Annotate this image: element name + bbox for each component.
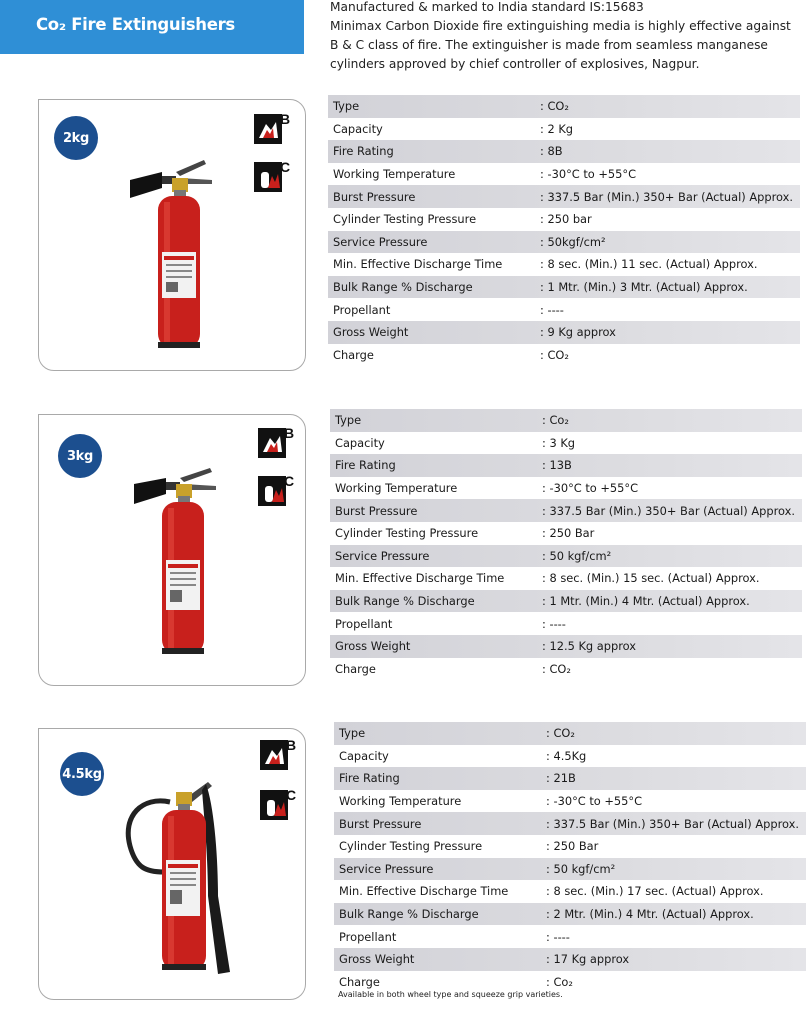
spec-row-cylinder-testing-pressure [334,835,806,858]
class-b-fire-icon [258,424,298,462]
spec-value: : CO₂ [546,726,575,741]
spec-label: Gross Weight [339,952,415,967]
class-c-fire-icon [260,786,300,824]
spec-value: : 17 Kg approx [546,952,630,967]
spec-row-burst-pressure [328,185,800,208]
spec-value: : 3 Kg [542,435,576,450]
spec-row-working-temperature [330,477,802,500]
spec-row-gross-weight [334,948,806,971]
spec-value: : 50 kgf/cm² [546,861,616,876]
spec-label: Fire Rating [335,458,396,473]
spec-value: : Co₂ [542,413,569,428]
spec-value: : 2 Kg [540,121,574,136]
spec-label: Cylinder Testing Pressure [335,526,479,541]
class-c-fire-icon [254,158,294,196]
spec-label: Bulk Range % Discharge [333,280,473,295]
spec-label: Min. Effective Discharge Time [335,571,505,586]
spec-value: : -30°C to +55°C [542,481,639,496]
spec-row-gross-weight [328,321,800,344]
class-c-letter: C [280,159,291,175]
class-c-letter: C [286,787,297,803]
spec-label: Working Temperature [335,481,458,496]
spec-row-bulk-range [334,903,806,926]
spec-value: : 8 sec. (Min.) 17 sec. (Actual) Approx. [546,884,764,899]
spec-value: : 337.5 Bar (Min.) 350+ Bar (Actual) Approx. [546,816,799,831]
spec-label: Bulk Range % Discharge [335,594,475,609]
spec-label: Working Temperature [333,167,456,182]
spec-label: Burst Pressure [333,189,416,204]
spec-value: : 337.5 Bar (Min.) 350+ Bar (Actual) Approx. [540,189,793,204]
spec-value: : 1 Mtr. (Min.) 3 Mtr. (Actual) Approx. [540,280,748,295]
spec-label: Cylinder Testing Pressure [333,212,477,227]
header-banner [0,0,304,54]
spec-value: : CO₂ [542,661,571,676]
spec-value: : -30°C to +55°C [546,794,643,809]
capacity-badge: 4.5kg [60,752,104,796]
spec-value: : 8B [540,144,563,159]
spec-row-type [330,409,802,432]
spec-label: Gross Weight [333,325,409,340]
spec-row-fire-rating [334,767,806,790]
spec-value: : CO₂ [540,347,569,362]
co2-extinguisher-image [122,776,242,976]
spec-value: : 12.5 Kg approx [542,639,636,654]
spec-row-service-pressure [330,545,802,568]
spec-label: Working Temperature [339,794,462,809]
spec-row-fire-rating [328,140,800,163]
spec-row-propellant [328,298,800,321]
capacity-badge: 3kg [58,434,102,478]
spec-row-discharge-time [330,567,802,590]
spec-row-service-pressure [334,858,806,881]
spec-value: : 8 sec. (Min.) 15 sec. (Actual) Approx. [542,571,760,586]
spec-table-4-5kg [334,722,806,993]
spec-label: Service Pressure [339,861,434,876]
spec-row-working-temperature [334,790,806,813]
spec-table-3kg [330,409,802,680]
page-title: Co₂ Fire Extinguishers [36,15,235,34]
class-c-fire-icon [258,472,298,510]
spec-label: Charge [335,661,376,676]
spec-row-discharge-time [334,880,806,903]
spec-value: : 337.5 Bar (Min.) 350+ Bar (Actual) Approx. [542,503,795,518]
spec-label: Gross Weight [335,639,411,654]
class-b-fire-icon [260,736,300,774]
spec-value: : 9 Kg approx [540,325,616,340]
spec-label: Capacity [333,121,383,136]
capacity-badge: 2kg [54,116,98,160]
spec-value: : 21B [546,771,576,786]
spec-table-2kg [328,95,800,366]
class-b-letter: B [284,425,295,441]
spec-row-charge [330,658,802,681]
spec-row-gross-weight [330,635,802,658]
spec-label: Fire Rating [339,771,400,786]
spec-value: : CO₂ [540,99,569,114]
spec-label: Burst Pressure [339,816,422,831]
spec-value: : 2 Mtr. (Min.) 4 Mtr. (Actual) Approx. [546,907,754,922]
spec-label: Type [339,726,366,741]
class-b-fire-icon [254,110,294,148]
spec-row-fire-rating [330,454,802,477]
spec-label: Min. Effective Discharge Time [333,257,503,272]
spec-value: : 250 bar [540,212,592,227]
spec-row-service-pressure [328,231,800,254]
spec-row-burst-pressure [334,812,806,835]
spec-row-discharge-time [328,253,800,276]
spec-row-charge [328,344,800,367]
spec-label: Capacity [335,435,385,450]
co2-extinguisher-image [130,464,226,660]
spec-row-bulk-range [330,590,802,613]
spec-label: Type [333,99,360,114]
spec-label: Min. Effective Discharge Time [339,884,509,899]
spec-row-burst-pressure [330,499,802,522]
intro-standard: Manufactured & marked to India standard IS:15683 [330,0,644,14]
footnote: Available in both wheel type and squeeze grip varieties. [338,990,563,999]
spec-value: : 1 Mtr. (Min.) 4 Mtr. (Actual) Approx. [542,594,750,609]
co2-extinguisher-image [124,156,220,352]
spec-row-bulk-range [328,276,800,299]
spec-value: : 4.5Kg [546,748,587,763]
spec-label: Fire Rating [333,144,394,159]
spec-label: Propellant [333,302,391,317]
intro-description: Minimax Carbon Dioxide fire extinguishing media is highly effective against B & C class of fire. The extinguisher is made from seamless manganese cylinders approved by chief controller of explosives, Nagpur. [330,19,791,71]
spec-value: : Co₂ [546,974,573,989]
spec-label: Burst Pressure [335,503,418,518]
spec-row-capacity [330,432,802,455]
spec-label: Capacity [339,748,389,763]
spec-value: : 50kgf/cm² [540,234,606,249]
spec-label: Bulk Range % Discharge [339,907,479,922]
spec-value: : 50 kgf/cm² [542,548,612,563]
spec-row-working-temperature [328,163,800,186]
spec-value: : 8 sec. (Min.) 11 sec. (Actual) Approx. [540,257,758,272]
class-b-letter: B [286,737,297,753]
spec-row-capacity [328,118,800,141]
spec-label: Service Pressure [333,234,428,249]
class-b-letter: B [280,111,291,127]
spec-value: : ---- [542,616,566,631]
spec-row-type [334,722,806,745]
spec-row-propellant [334,925,806,948]
spec-label: Propellant [335,616,393,631]
spec-value: : -30°C to +55°C [540,167,637,182]
spec-label: Propellant [339,929,397,944]
spec-value: : ---- [546,929,570,944]
spec-label: Cylinder Testing Pressure [339,839,483,854]
spec-label: Charge [333,347,374,362]
spec-value: : 13B [542,458,572,473]
class-c-letter: C [284,473,295,489]
spec-value: : ---- [540,302,564,317]
spec-row-type [328,95,800,118]
spec-value: : 250 Bar [542,526,595,541]
spec-label: Charge [339,974,380,989]
spec-label: Type [335,413,362,428]
spec-row-cylinder-testing-pressure [328,208,800,231]
spec-row-cylinder-testing-pressure [330,522,802,545]
spec-row-propellant [330,612,802,635]
spec-value: : 250 Bar [546,839,599,854]
spec-label: Service Pressure [335,548,430,563]
spec-row-capacity [334,745,806,768]
intro-text [330,0,802,74]
